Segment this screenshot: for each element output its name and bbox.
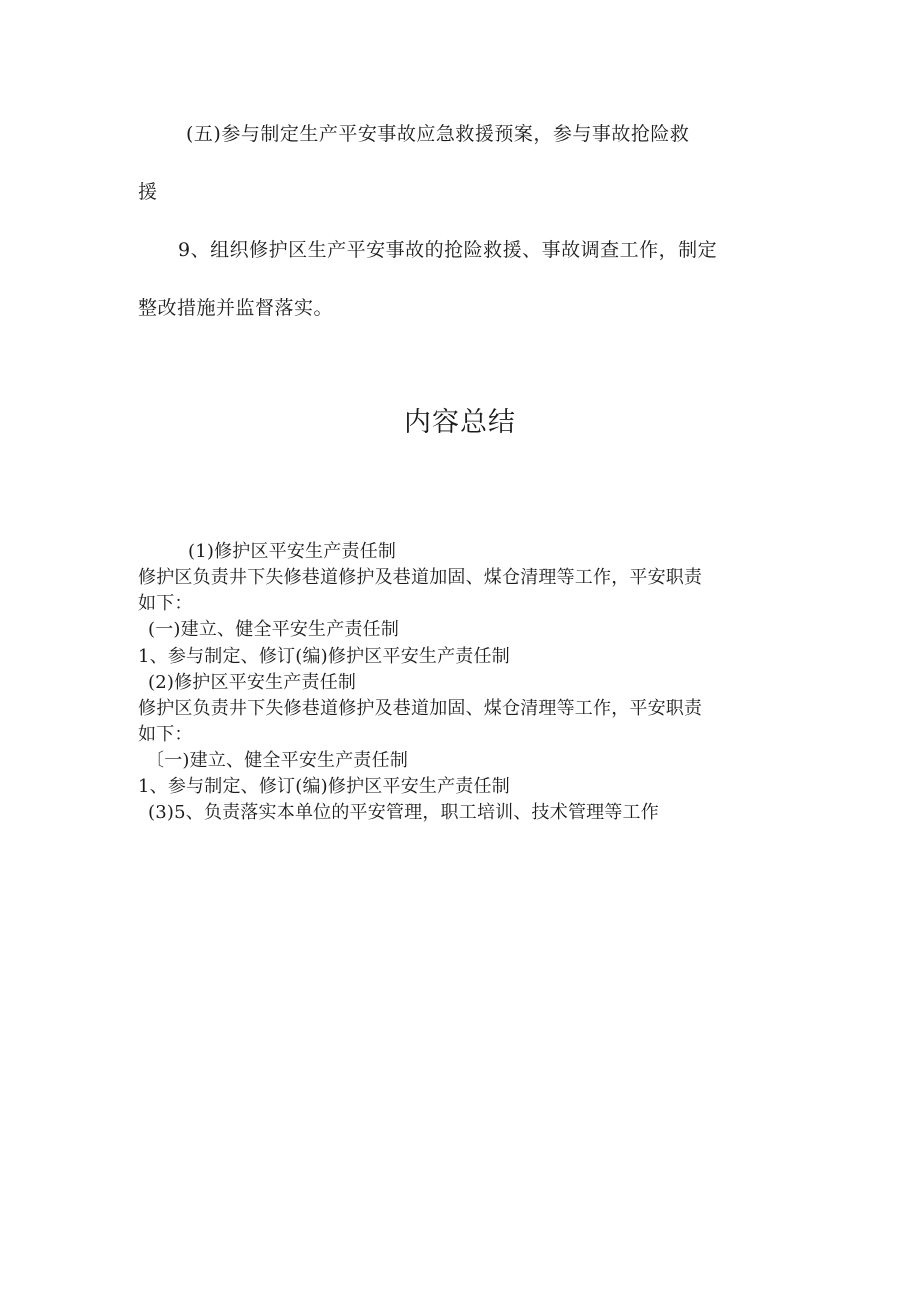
summary-line: 1、参与制定、修订(编)修护区平安生产责任制 xyxy=(138,646,510,667)
paragraph-line-9-continuation: 整改措施并监督落实。 xyxy=(138,297,334,319)
summary-line: 1、参与制定、修订(编)修护区平安生产责任制 xyxy=(138,776,510,797)
paragraph-line-9: 9、组织修护区生产平安事故的抢险救援、事故调查工作，制定 xyxy=(178,239,718,261)
summary-line: (一)建立、健全平安生产责任制 xyxy=(148,619,400,640)
summary-line: 修护区负责井下失修巷道修护及巷道加固、煤仓清理等工作，平安职责 xyxy=(138,698,703,719)
summary-line: 如下： xyxy=(138,593,193,614)
summary-line: (3)5、负责落实本单位的平安管理，职工培训、技术管理等工作 xyxy=(148,802,659,823)
summary-line: 〔一)建立、健全平安生产责任制 xyxy=(146,750,409,771)
summary-line: 修护区负责井下失修巷道修护及巷道加固、煤仓清理等工作，平安职责 xyxy=(138,567,703,588)
summary-line: (1)修护区平安生产责任制 xyxy=(188,541,397,562)
paragraph-line-continuation: 援 xyxy=(138,181,158,203)
summary-title: 内容总结 xyxy=(404,407,516,438)
paragraph-line-5: (五)参与制定生产平安事故应急救援预案，参与事故抢险救 xyxy=(186,123,690,145)
summary-line: 如下： xyxy=(138,724,193,745)
summary-line: (2)修护区平安生产责任制 xyxy=(148,672,357,693)
